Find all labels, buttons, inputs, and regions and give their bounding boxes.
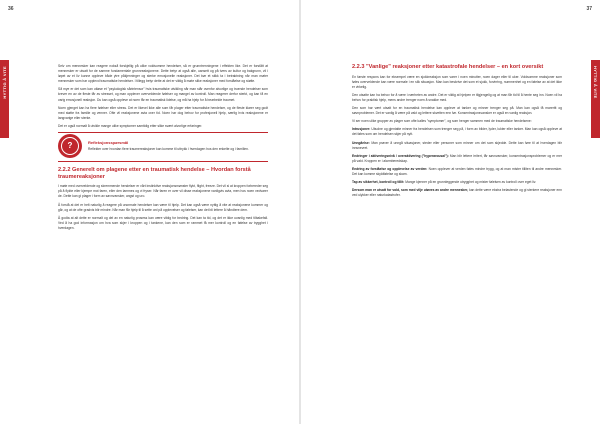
side-tab-left-label: HYTTIG Å VITE — [2, 66, 7, 99]
intro-paragraph: Selv om mennesker kan reagere nokså forskjellig på ulike voldsomme hendelser, så er grunntrenningene i effekten like. Det er forstått at mennesker er utsatt for de samme fundamentale grunnreaksjonene. Dette betyr at også alle, uansett og på tvers av kultur og bakgrunn, vil i løpet av et liv kunne oppleve både ytre påkjenninger og sterke emosjonelle reaksjoner. Det bør et stikk ta i betraktning når man møter mennesker som har opplevd traumatiske hendelser. I tillegg betyr dette at det er viktig å møte slike reaksjoner med forståelse og støtte. — [58, 64, 268, 84]
symptom-item — [352, 141, 562, 151]
section-paragraph: I møte med overveldende og skremmende hendelser er vårt instinktive reaksjonsmønster flykt, flight, freeze. Det vil si at kroppen forbereder seg på å flykte eller kjempe mot faren, eller den lammes og vi fryser. Når faren er over vil disse reaksjonene vanligvis avta, men hos noen vedvarer de. Dette kan gi plager i form av søvnvansker, angst og uro. — [58, 184, 268, 199]
side-tab-left — [0, 60, 9, 138]
body-paragraph: Den utsatte kan ha behov for å være i nærheten av andre. Det er viktig at hjelpen er tilgjengelig og at man får tid til å hente seg inn. Noen vil ha behov for praktisk hjelp, mens andre trenger noen å snakke med. — [352, 92, 562, 102]
reflection-callout — [58, 132, 268, 162]
page-number-right: 37 — [586, 6, 592, 12]
section-heading-left: 2.2.2 Generelt om plagene etter en traumatisk hendelse – Hvordan forstå traumereaksjoner — [58, 167, 251, 180]
symptom-label: Dersom man er utsatt for vold, som med vilje utøves av andre mennesker, — [352, 188, 469, 193]
symptom-label: Endringer i aktiveringsnivå / overaktivering ("hyperarousal"): — [352, 153, 449, 158]
badge-glyph: ? — [67, 141, 73, 151]
side-tab-right — [591, 60, 600, 138]
right-column — [352, 64, 562, 201]
symptom-item — [352, 180, 562, 185]
symptom-item — [352, 167, 562, 177]
symptom-item — [352, 127, 562, 137]
symptom-label: Intrusjoner: — [352, 127, 371, 132]
callout-rule-bottom — [58, 161, 268, 162]
section-paragraph: Å forstå at det er helt naturlig å reagere på unormale hendelser kan være til hjelp. Det kan også være nyttig å vite at reaksjonene kommer og går, og at de ofte gradvis blir mindre. Når man får hjelp til å sette ord på opplevelser og følelser, kan det bli lettere å håndtere dem. — [58, 202, 268, 212]
symptom-text: kan dette være ekstra belastende og gi sterkere reaksjoner enn ved ulykker eller naturkatastrofer. — [352, 188, 562, 198]
body-paragraph: Vi ser noen ulike grupper av plager som ofte kalles "symptomer", og som henger sammen med de traumatiske hendelsene: — [352, 119, 532, 124]
symptom-text: Noen opplever at verden føles mindre trygg, og at man mister tilliten til andre mennesker. Det kan komme skyldfølelse og skam. — [352, 166, 562, 176]
callout-rule-top — [58, 132, 268, 133]
symptom-label: Endring av forståelse og opplevelse av verden: — [352, 166, 428, 171]
page-number-left: 36 — [8, 6, 14, 12]
symptom-item — [352, 154, 562, 164]
symptom-text: Ubudne og gjentatte minner fra hendelsen som trenger seg på, i form av bilder, lyder, lukter eller tanker. Man kan også oppleve at det føles som om hendelsen skjer på nytt. — [352, 127, 562, 137]
left-column — [58, 64, 268, 234]
callout-title: Refleksjonsspørsmål — [88, 140, 129, 146]
intro-paragraph: Noen gjenget kan ha flere følelser eller stress. Det er likevel ikke alle som får plager etter traumatiske hendelser, og de fleste klarer seg godt med støtte fra familie og venner. Ofte vil reaksjonene avta over tid. Noen har dog behov for profesjonell hjelp, særlig hvis reaksjonene er langvarige eller sterke. — [58, 105, 268, 120]
question-badge-icon — [58, 134, 82, 158]
symptom-text: Man prøver å unngå situasjoner, steder eller personer som minner om det som skjedde. Dette kan føre til at hverdagen blir innsnevret. — [352, 140, 562, 150]
symptom-label: Tap av sikkerhet, kontroll og tillit: — [352, 180, 405, 185]
section-paragraph: Å godta at alt dette er normalt og del av en naturlig prosess kan være viktig for bedring. Det kan ta tid, og det er ikke uvanlig med tilbakefall. Ved å ha god informasjon om hva som skjer i kroppen og i tankene, kan den som er rammet få mer kontroll og en følelse av trygghet i hverdagen. — [58, 215, 268, 230]
body-paragraph: Den som har vært utsatt for en traumatisk hendelse kan oppleve at tanker og minner trenger seg på. Man kan også få mareritt og søvnproblemer. Det er vanlig å være på vakt og lettere skvetten enn før. Konsentrasjonsvansker er også en vanlig reaksjon. — [352, 106, 562, 116]
intro-paragraph: Så mye er det som kan utløse et "psykologisk sårintensor" hvis traumatiske utvikling når man står ovenfor alvorlige og truende hendelser som krever en av de fleste får av stresset, og man opplever overveldende følelser og mangel av kontroll. Man reagerer derfor sterkt, og kan få en varig emosjonell reaksjon. Du kan også oppleve at noen får en traumatisk lidelse, og må ha hjelp for å bearbeide traumet. — [58, 87, 268, 102]
symptom-text: Mange kjenner på en grunnleggende utrygghet og mister følelsen av kontroll over eget liv. — [405, 180, 537, 185]
symptom-item — [352, 188, 562, 198]
left-page — [0, 0, 299, 424]
intro-paragraph: Det er også normalt å utvikle mange ulike symptomer samtidig etter slike svært alvorlige erfaringer. — [58, 123, 203, 128]
callout-text: Reflekter over hvordan flere traumereaksjoner kan komme til uttrykk i hverdagen hos den enkelte og i familien. — [88, 147, 249, 152]
side-tab-right-label: HYTTIG Å VITE — [593, 66, 598, 99]
body-paragraph: En første respons kan for eksempel være en sjokkreaksjon som varer i noen minutter, noen dager eller til uker. Voldsomme reaksjoner som føles overveldende kan være normale i en slik situasjon. Man kan beskrive det som et sjokk, forvirring, nummenhet og en følelse av at det ikke er virkelig. — [352, 74, 562, 89]
section-heading-right: 2.2.3 "Vanlige" reaksjoner etter katastrofale hendelser – en kort oversikt — [352, 64, 544, 70]
symptom-label: Unngåelse: — [352, 140, 370, 145]
symptom-text: Man blir lettere irritert, får søvnvansker, konsentrasjonsproblemer og er mer på vakt. Kroppen er i alarmberedskap. — [352, 153, 563, 163]
